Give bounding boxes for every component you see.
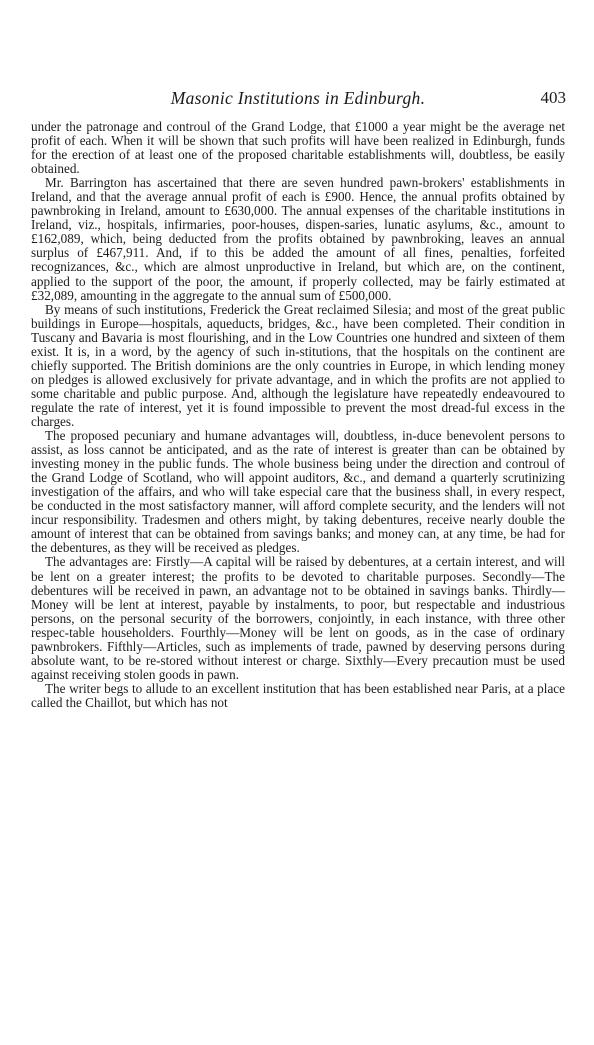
paragraph-3: By means of such institutions, Frederick the Great reclaimed Silesia; and most of the great public buildings in Europe—hospitals, aqueducts, bridges, &c., have been completed. Their condition in Tuscany and Bavaria is most flourishing, and in the Low Countries one hundred and sixteen of them exist. It is, in a word, by the agency of such in-stitutions, that the hospitals on the continent are chiefly supported. The British dominions are the only countries in Europe, in which lending money on pledges is allowed exclusively for private advantage, and in which the profits are not applied to some charitable and public purpose. And, although the legislature have repeatedly endeavoured to regulate the rate of interest, yet it is found impossible to prevent the most dread-ful excess in the charges.: [31, 301, 565, 429]
running-head: [30, 88, 566, 112]
paragraph-5: The advantages are: Firstly—A capital will be raised by debentures, at a certain interest, and will be lent on a greater interest; the profits to be devoted to charitable purposes. Secondly—The debentures will be received in pawn, an advantage not to be obtained in savings banks. Thirdly—Money will be lent at interest, payable by instalments, to poor, but respectable and industrious persons, on the personal security of the borrowers, conjointly, in each instance, with three other respec-table householders. Fourthly—Money will be lent on goods, as in the case of ordinary pawnbrokers. Fifthly—Articles, such as implements of trade, pawned by deserving persons during absolute want, to be re-stored without interest or charge. Sixthly—Every precaution must be used against receiving stolen goods in pawn.: [31, 554, 565, 682]
page-number: 403: [540, 88, 566, 107]
paragraph-6: The writer begs to allude to an excellent institution that has been established near Paris, at a place called the Chaillot, but which has not: [31, 680, 565, 710]
paragraph-1: under the patronage and controul of the Grand Lodge, that £1000 a year might be the average net profit of each. When it will be shown that such profits will have been realized in Edinburgh, funds for the erection of at least one of the proposed charitable establishments will, doubtless, be easily obtained.: [31, 119, 565, 177]
running-title: Masonic Institutions in Edinburgh.: [170, 88, 426, 108]
body-text: [31, 120, 565, 710]
paragraph-4: The proposed pecuniary and humane advantages will, doubtless, in-duce benevolent persons to assist, as loss cannot be anticipated, and as the rate of interest is greater than can be obtained by investing money in the public funds. The whole business being under the direction and controul of the Grand Lodge of Scotland, who will appoint auditors, &c., and demand a quarterly scrutinizing investigation of the affairs, and who will take especial care that the business shall, in every respect, be conducted in the most satisfactory manner, will afford complete security, and the lenders will not incur responsibility. Tradesmen and others might, by taking debentures, receive nearly double the amount of interest that can be obtained from savings banks; and money can, at any time, be had for the debentures, as they will be received as pledges.: [31, 428, 565, 556]
paragraph-2: Mr. Barrington has ascertained that there are seven hundred pawn-brokers' establishments in Ireland, and that the average annual profit of each is £900. Hence, the annual profits obtained by pawnbroking in Ireland, amount to £630,000. The annual expenses of the charitable institutions in Ireland, viz., hospitals, infirmaries, poor-houses, dispen-saries, lunatic asylums, &c., amount to £162,089, which, being deducted from the profits obtained by pawnbroking, leaves an annual surplus of £467,911. And, if to this be added the amount of all fines, penalties, forfeited recognizances, &c., which are almost unproductive in Ireland, but which are, on the continent, applied to the support of the poor, the amount, if properly collected, may be fairly estimated at £32,089, amounting in the aggregate to the annual sum of £500,000.: [31, 175, 565, 303]
